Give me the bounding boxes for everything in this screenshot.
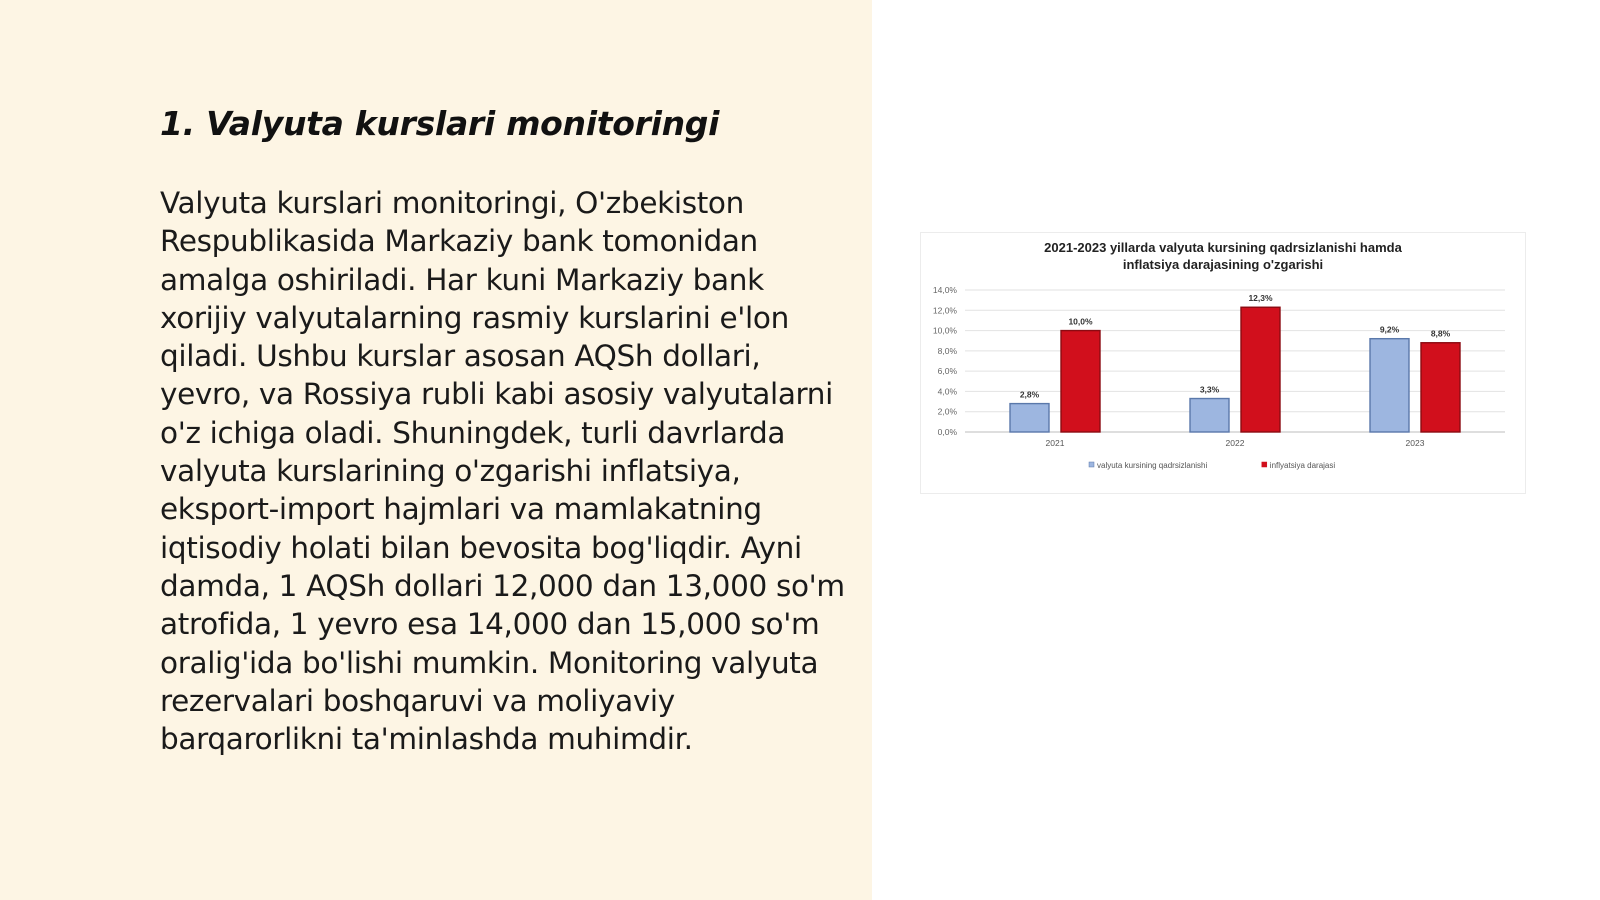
chart-ytick-label: 6,0% bbox=[937, 366, 957, 377]
chart-xtick-label: 2021 bbox=[1045, 438, 1065, 448]
chart-ytick-label: 4,0% bbox=[937, 386, 957, 397]
chart-svg bbox=[921, 233, 1525, 493]
chart-data-label: 10,0% bbox=[1068, 316, 1093, 327]
chart-legend-label: inflyatsiya darajasi bbox=[1269, 461, 1336, 470]
chart-ytick-label: 0,0% bbox=[937, 427, 957, 437]
chart-data-label: 2,8% bbox=[1019, 389, 1040, 400]
chart-bar bbox=[1421, 343, 1460, 432]
chart-title-line-1: 2021-2023 yillarda valyuta kursining qadrsizlanishi hamda bbox=[1044, 240, 1402, 255]
chart-bar bbox=[1370, 339, 1409, 432]
chart-legend-swatch bbox=[1262, 462, 1267, 467]
inflation-chart bbox=[920, 232, 1526, 494]
slide-title: 1. Valyuta kurslari monitoringi bbox=[160, 104, 720, 143]
chart-bar bbox=[1190, 399, 1229, 432]
chart-legend-label: valyuta kursining qadrsizlanishi bbox=[1097, 461, 1208, 470]
chart-title-line-2: inflatsiya darajasining o'zgarishi bbox=[1122, 257, 1324, 272]
chart-ytick-label: 10,0% bbox=[932, 325, 957, 336]
chart-bar bbox=[1061, 331, 1100, 432]
chart-data-label: 12,3% bbox=[1248, 293, 1273, 304]
chart-ytick-label: 14,0% bbox=[932, 285, 957, 295]
chart-xtick-label: 2022 bbox=[1225, 438, 1245, 448]
chart-data-label: 9,2% bbox=[1379, 324, 1400, 335]
chart-ytick-label: 12,0% bbox=[932, 305, 957, 316]
chart-ytick-label: 8,0% bbox=[937, 345, 957, 356]
chart-data-label: 3,3% bbox=[1199, 384, 1220, 395]
chart-ytick-label: 2,0% bbox=[937, 406, 957, 417]
chart-bar bbox=[1010, 404, 1049, 432]
chart-bar bbox=[1241, 307, 1280, 432]
chart-data-label: 8,8% bbox=[1430, 328, 1451, 339]
chart-legend-swatch bbox=[1089, 462, 1094, 467]
slide-body-text: Valyuta kurslari monitoringi, O'zbekiston Respublikasida Markaziy bank tomonidan amalga oshiriladi. Har kuni Markaziy bank xorijiy valyutalarning rasmiy kurslarini e'lon qiladi. Ushbu kurslar asosan AQSh dollari, yevro, va Rossiya rubli kabi asosiy valyutalarni o'z ichiga oladi. Shuningdek, turli davrlarda valyuta kurslarining o'zgarishi inflatsiya, eksport-import hajmlari va mamlakatning iqtisodiy holati bilan bevosita bog'liqdir. Ayni damda, 1 AQSh dollari 12,000 dan 13,000 so'm atrofida, 1 yevro esa 14,000 dan 15,000 so'm oralig'ida bo'lishi mumkin. Monitoring valyuta rezervalari boshqaruvi va moliyaviy barqarorlikni ta'minlashda muhimdir. bbox=[160, 186, 845, 757]
chart-xtick-label: 2023 bbox=[1405, 438, 1425, 448]
